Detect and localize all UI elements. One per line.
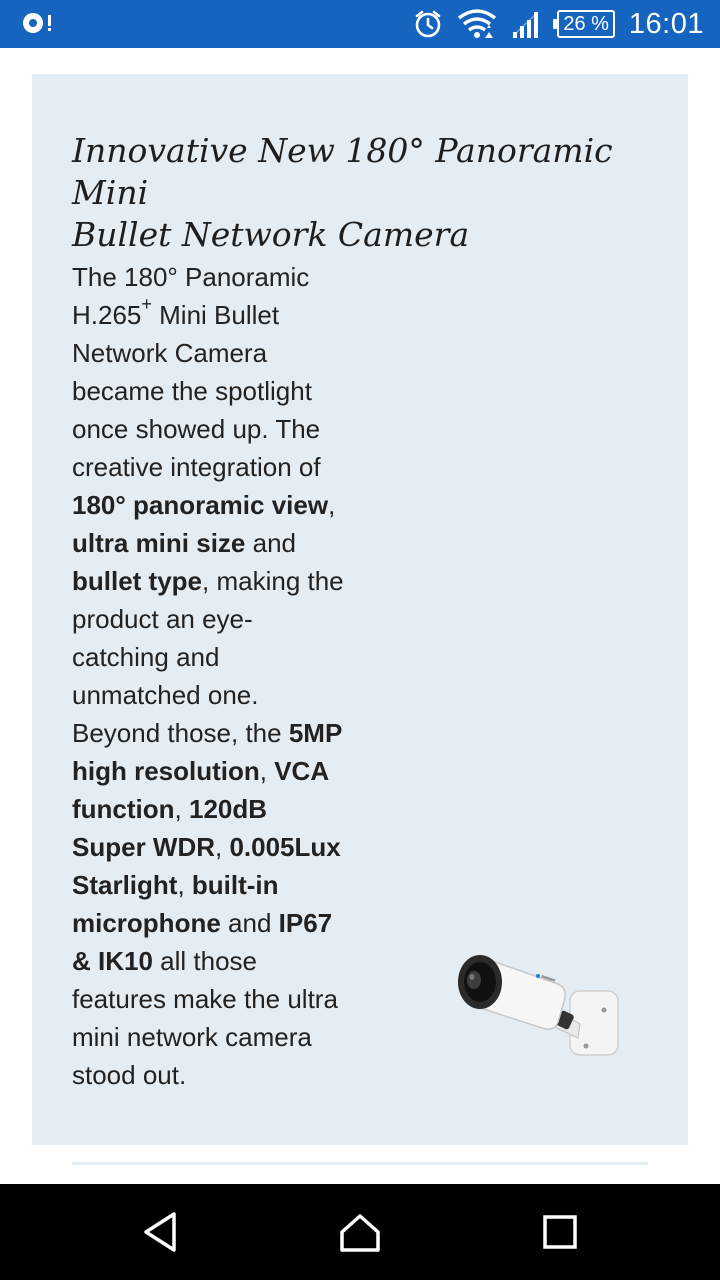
record-notification-icon bbox=[22, 12, 44, 34]
feature-5mp-resolution: 5MP high resolution bbox=[72, 718, 342, 786]
recents-icon[interactable] bbox=[536, 1208, 584, 1256]
alert-icon bbox=[46, 12, 54, 34]
feature-bullet-type: bullet type bbox=[72, 566, 203, 596]
battery-indicator bbox=[557, 10, 615, 38]
back-icon[interactable] bbox=[136, 1208, 184, 1256]
feature-microphone: built-in microphone bbox=[72, 870, 279, 938]
body-text-segment: , bbox=[174, 794, 189, 824]
feature-ultra-mini-size: ultra mini size bbox=[72, 528, 246, 558]
body-text-segment: , bbox=[328, 490, 336, 520]
navigation-bar bbox=[0, 1184, 720, 1280]
status-bar bbox=[0, 0, 720, 48]
body-text-segment: , making the product an eye-catching and unmatched one. Beyond those, the bbox=[72, 566, 344, 748]
body-text-segment: , bbox=[177, 870, 192, 900]
article-title bbox=[72, 130, 632, 256]
alarm-icon bbox=[413, 9, 443, 39]
body-text-segment: all those features make the ultra mini network camera stood out. bbox=[72, 946, 338, 1090]
body-text-segment: , bbox=[215, 832, 230, 862]
status-time: 16:01 bbox=[628, 7, 704, 40]
body-text-segment: and bbox=[245, 528, 296, 558]
feature-starlight: 0.005Lux Starlight bbox=[72, 832, 341, 900]
body-superscript: + bbox=[141, 294, 152, 315]
title-line-1: Innovative New 180° Panoramic Mini bbox=[72, 131, 613, 212]
body-text-segment: and bbox=[220, 908, 279, 938]
article-card bbox=[32, 74, 688, 1145]
wifi-icon bbox=[457, 8, 497, 40]
feature-super-wdr: 120dB Super WDR bbox=[72, 794, 268, 862]
title-line-2: Bullet Network Camera bbox=[72, 215, 470, 254]
bullet-camera-image bbox=[440, 946, 630, 1066]
body-text-segment: , bbox=[259, 756, 275, 786]
article-body bbox=[72, 258, 347, 1094]
cell-signal-icon bbox=[511, 8, 543, 40]
feature-ip67-ik10: IP67 & IK10 bbox=[72, 908, 333, 976]
feature-vca-function: VCA function bbox=[72, 756, 329, 824]
body-text-segment: The 180° Panoramic H.265 bbox=[72, 262, 310, 330]
home-icon[interactable] bbox=[336, 1208, 384, 1256]
feature-panoramic-view: 180° panoramic view bbox=[72, 490, 329, 520]
status-right-icons bbox=[413, 0, 704, 48]
status-left-icons bbox=[22, 12, 54, 34]
battery-percent: 26 % bbox=[563, 13, 609, 35]
content-divider bbox=[72, 1162, 648, 1165]
body-text-segment: Mini Bullet Network Camera became the spotlight once showed up. The creative integration of bbox=[72, 300, 321, 482]
